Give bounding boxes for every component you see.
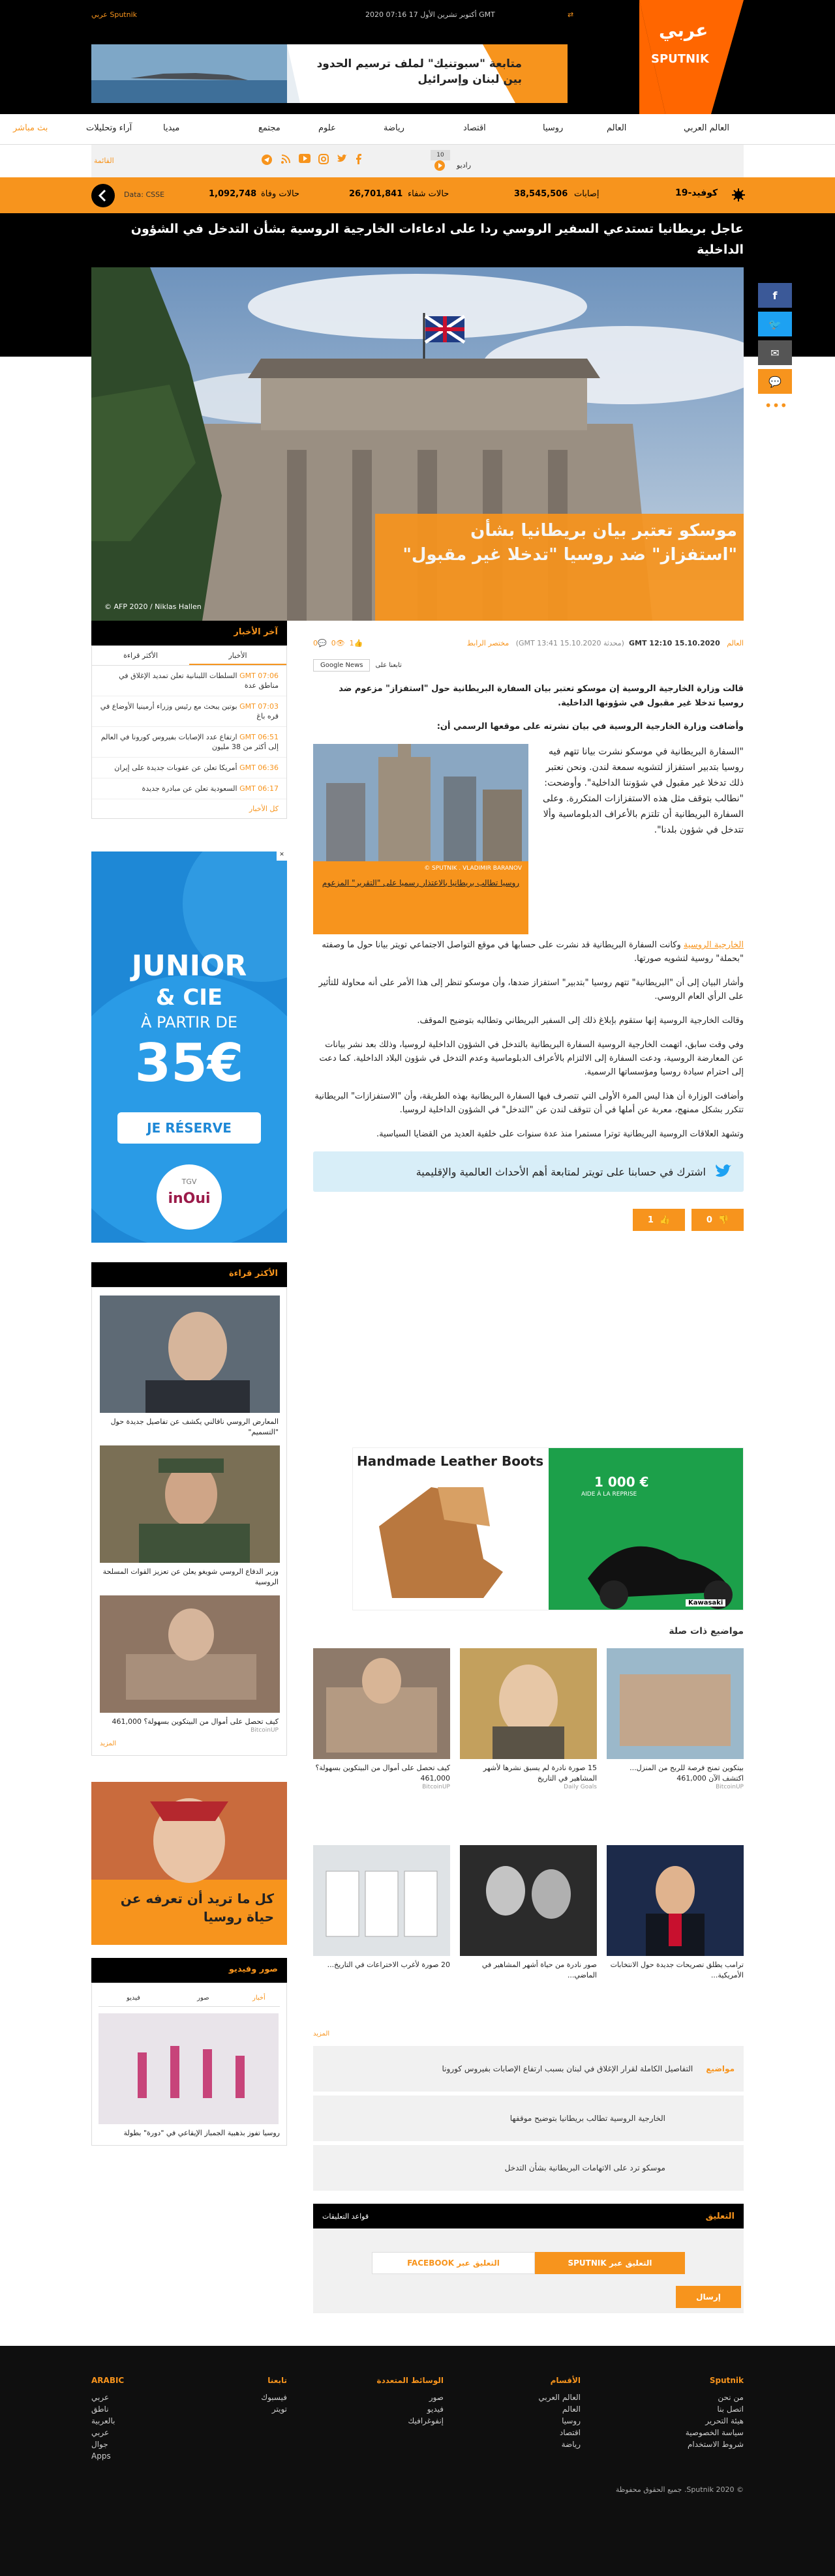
news-time: 07:06 GMT [239, 672, 279, 680]
vote-up-button[interactable]: 1 👍 [633, 1209, 685, 1231]
footer-col-multimedia [352, 2375, 444, 2427]
views-count: 0 [331, 639, 336, 647]
footer-copyright: © 2020 Sputnik. جميع الحقوق محفوظة [615, 2485, 744, 2494]
latest-news-title: آخر الأخبار [91, 621, 287, 645]
likes-count: 1 [349, 639, 354, 647]
latest-tabs [92, 646, 286, 666]
ticker-recovered-label: حالات شفاء [408, 189, 449, 199]
ticker-data-link[interactable]: Data: CSSE [124, 190, 165, 199]
menu-item-4[interactable]: رياضة [384, 123, 404, 133]
most-read-box [91, 1287, 287, 1756]
rss-icon[interactable] [281, 154, 291, 166]
menu-item-3[interactable]: اقتصاد [463, 123, 486, 133]
card-title: ترامب يطلق تصريحات جديدة حول الانتخابات الأمريكية... [610, 1961, 744, 1979]
recommended-card[interactable] [460, 1845, 597, 1981]
photo-tab-photos[interactable]: صور [197, 1994, 209, 2002]
footer-col-sections [502, 2375, 581, 2450]
ad-offer-price: 1 000 € [594, 1474, 649, 1490]
share-email-icon[interactable]: ✉ [758, 340, 792, 365]
most-read-title-text: وزير الدفاع الروسي شويغو يعلن عن تعزيز القوات المسلحة الروسية [102, 1567, 279, 1586]
ad-reserve-button[interactable]: JE RÉSERVE [117, 1112, 261, 1144]
comment-facebook-button[interactable]: FACEBOOK التعليق عبر [372, 2252, 535, 2274]
most-read-item[interactable] [100, 1295, 279, 1438]
article-body [313, 621, 744, 1231]
ad-close-icon[interactable]: ✕ [277, 851, 287, 861]
twitter-cta[interactable] [313, 1151, 744, 1192]
inset-title[interactable]: روسيا تطالب بريطانيا بالاعتذار رسميا على "التقرير" المزعوم [322, 878, 520, 887]
news-time: 06:36 GMT [239, 763, 279, 772]
comments-count: 0 [313, 639, 318, 647]
footer-col3-title: الوسائط المتعددة [376, 2376, 444, 2385]
card-title: 15 صورة نادرة لم يسبق نشرها لأشهر المشاهير في التاريخ [483, 1764, 597, 1783]
topics-block [313, 2046, 744, 2191]
footer-link[interactable]: روسيا [562, 2416, 581, 2425]
news-time: 07:03 GMT [239, 702, 279, 711]
footer-link[interactable]: ناطق [91, 2405, 109, 2414]
google-news-button[interactable]: Google News [313, 659, 370, 672]
card-source: Daily Goals [564, 1784, 597, 1790]
article-headline: عاجل بريطانيا تستدعي السفير الروسي ردا على ادعاءات الخارجية الروسية بشأن التدخل في الشؤون الداخلية [130, 222, 744, 257]
ad-text-junior: JUNIOR [131, 949, 247, 983]
photo-tab-video[interactable]: فيديو [126, 1994, 140, 2002]
news-item[interactable] [92, 778, 286, 799]
ticker-cases-label: إصابات [574, 189, 600, 199]
article-lead: قالت وزارة الخارجية الروسية إن موسكو تعتبر بيان السفارة البريطانية حول "استفزاز" مزعوم ضد روسيا تدخلا غير مقبول في شؤونها الداخلية. [339, 684, 744, 708]
photo-caption[interactable]: روسيا تفوز بذهبية الجمباز الإيقاعي في "دورة" بطولة [123, 2129, 280, 2137]
footer-link[interactable]: إنفوغرافيك [408, 2416, 444, 2425]
most-read-block [91, 1262, 287, 1756]
footer-link[interactable]: رياضة [561, 2440, 581, 2449]
recommended-title: مواضيع ذات صلة [669, 1626, 744, 1636]
share-bar [758, 283, 794, 413]
logo-arabic: عربي [659, 20, 708, 41]
ticker-cases-value: 38,545,506 [514, 189, 568, 199]
news-text: السلطات اللبنانية تعلن تمديد الإغلاق في مناطق عدة [119, 672, 279, 690]
news-time: 06:17 GMT [239, 784, 279, 793]
share-icon[interactable]: ⇄ [568, 10, 574, 19]
header-top-right[interactable]: عربي Sputnik [91, 10, 138, 19]
inset-caption: © SPUTNIK . VLADIMIR BARANOV [424, 865, 522, 872]
menu-item-0[interactable]: العالم العربي [684, 123, 730, 133]
article-para3: وقالت الخارجية الروسية إنها ستقوم بإبلاغ ذلك إلى السفير البريطاني وتطالبه بتوضيح الموقف. [417, 1016, 744, 1026]
photo-credit: © AFP 2020 / Niklas Hallen [104, 602, 202, 611]
card-source: BitcoinUP [422, 1784, 450, 1790]
radio-badge: 10 [431, 150, 450, 160]
social-icons-row [261, 154, 361, 166]
footer-link[interactable]: سياسة الخصوصية [685, 2428, 744, 2437]
google-news-row [313, 653, 744, 677]
article-updated: (محدثة 15.10.2020 13:41 GMT) [515, 639, 624, 647]
comments-header [313, 2204, 744, 2228]
comments-box [313, 2228, 744, 2313]
sputnik-logo[interactable] [639, 0, 744, 114]
send-button[interactable]: إرسال [676, 2286, 741, 2308]
article-meta [313, 621, 744, 653]
footer-col4-title: تابعنا [267, 2376, 287, 2385]
article-para6: وتشهد العلاقات الروسية البريطانية توترا مستمرا منذ عدة سنوات على خلفية العديد من القضايا السياسية. [376, 1129, 744, 1139]
virus-icon [732, 188, 745, 201]
footer-link[interactable]: جوال [91, 2440, 108, 2449]
footer-col2-title: الأقسام [550, 2376, 581, 2385]
footer-col5-title: ARABIC [91, 2376, 125, 2385]
card-title: صور نادرة من حياة أشهر المشاهير في الماضي... [481, 1961, 597, 1979]
footer-link[interactable]: عربي [91, 2393, 110, 2402]
menu-item-6[interactable]: مجتمع [258, 123, 281, 133]
menu-item-2[interactable]: روسيا [543, 123, 564, 133]
youtube-icon[interactable] [299, 154, 311, 166]
header-time: 2020 أكتوبر تشرين الأول 17 07:16 GMT [365, 10, 495, 19]
topic-row[interactable] [313, 2145, 744, 2191]
topic-text: الخارجية الروسية تطالب بريطانيا بتوضيح موقفها [509, 2114, 665, 2123]
telegram-icon[interactable] [261, 154, 273, 166]
most-read-title-text: المعارض الروسي نافالني يكشف عن تفاصيل جديدة حول "التسميم" [110, 1417, 279, 1436]
google-news-label: تابعنا على [375, 661, 402, 669]
footer-col-follow [222, 2375, 287, 2415]
hero-caption: موسكو تعتبر بيان بريطانيا بشأن "استفزاز" ضد روسيا "تدخلا غير مقبول" [402, 521, 737, 565]
footer-link[interactable]: بالعربية [91, 2416, 115, 2425]
comments-icon: 💬 [318, 639, 327, 647]
tab-most-read[interactable]: الأكثر قراءة [123, 651, 158, 660]
footer-link[interactable]: عربي [91, 2428, 110, 2437]
russia-promo-text: كل ما تريد أن تعرفه عن حياة روسيا [120, 1891, 274, 1925]
article-subhead: وأضافت وزارة الخارجية الروسية في بيان نشرته على موقعها الرسمي أن: [436, 722, 744, 732]
topic-text: التفاصيل الكاملة لقرار الإغلاق في لبنان بسبب ارتفاع الإصابات بفيروس كورونا [442, 2064, 693, 2073]
footer-link[interactable]: اتصل بنا [717, 2405, 744, 2414]
views-icon: 👁 [335, 639, 345, 647]
ad-kawasaki: Kawasaki [686, 1599, 725, 1606]
instagram-icon[interactable] [318, 154, 329, 166]
comments-rules[interactable]: قواعد التعليقات [322, 2212, 369, 2221]
article-para2: وأشار البيان إلى أن "البريطانية" تتهم روسيا "بتدبير" استفزاز ضدها، وأن موسكو تنظر إلى هذا الأمر على أنه محاولة للتأثير على الرأي العام الروسي. [318, 978, 744, 1001]
footer-col-arabic [91, 2375, 157, 2462]
recommended-card[interactable] [607, 1648, 744, 1790]
ticker-deaths-label: حالات وفاة [261, 189, 300, 199]
twitter-cta-text: اشترك في حسابنا على تويتر لمتابعة أهم الأحداث العالمية والإقليمية [416, 1165, 706, 1178]
footer-link[interactable]: تويتر [271, 2405, 287, 2414]
footer-link[interactable]: فيديو [427, 2405, 444, 2414]
topic-text: موسكو ترد على الاتهامات البريطانية بشأن التدخل [504, 2163, 665, 2172]
logo-brand: SPUTNIK [651, 52, 709, 66]
radio-label[interactable]: راديو [457, 161, 472, 170]
ad-price: 35€ [134, 1033, 244, 1093]
topics-header: مواضيع [706, 2064, 735, 2073]
all-news-link[interactable]: كل الأخبار [249, 805, 279, 813]
menu-item-7[interactable]: ميديا [163, 123, 180, 133]
most-read-source: BitcoinUP [250, 1727, 279, 1734]
card-title: 20 صورة لأغرب الاختراعات في التاريخ... [327, 1961, 450, 1969]
likes-icon: 👍 [354, 639, 363, 647]
ticker-recovered-value: 26,701,841 [349, 189, 403, 199]
footer-col-sputnik [652, 2375, 744, 2450]
short-link[interactable]: مختصر الرابط [466, 639, 509, 647]
footer-link[interactable]: صور [429, 2393, 444, 2402]
main-menu [0, 114, 835, 145]
recommended-card[interactable] [460, 1648, 597, 1790]
ad-brand-inoui: inOui [168, 1191, 211, 1207]
radio-play-icon[interactable] [434, 160, 445, 171]
share-twitter-icon[interactable]: 🐦 [758, 312, 792, 336]
vote-down-button[interactable]: 0 👎 [691, 1209, 744, 1231]
facebook-icon[interactable] [355, 154, 361, 166]
header-top-strip [91, 8, 705, 21]
article-quote: "السفارة البريطانية في موسكو نشرت بيانا تتهم فيه روسيا بتدبير استفزاز لتشويه سمعة لندن. ونحن نعتبر ذلك تدخلا غير مقبول في شؤوننا الداخلية". وأوضحت: "نطالب بتوقف مثل هذه الاستفزازات المتكررة. وعلى السفارة البريطانية أن تلتزم بالأعراف الدبلوماسية وألا تتدخل في شؤون بلدنا". [543, 747, 744, 835]
footer-link[interactable]: Apps [91, 2451, 111, 2461]
most-read-item[interactable] [100, 1445, 279, 1588]
footer-link[interactable]: فيسبوك [261, 2393, 287, 2402]
news-item[interactable] [92, 696, 286, 727]
footer-link[interactable]: شروط الاستخدام [687, 2440, 744, 2449]
photo-box [91, 1983, 287, 2146]
footer-link[interactable]: هيئة التحرير [705, 2416, 744, 2425]
russia-promo[interactable] [91, 1782, 287, 1945]
article-counters [313, 639, 363, 647]
menu-item-5[interactable]: علوم [318, 123, 336, 133]
para1-text: وكانت السفارة البريطانية قد نشرت على حسابها في موقع التواصل الاجتماعي تويتر بيانا حول ما وصفته "بحملة" روسية لتشويه صورتها. [322, 940, 744, 964]
ticker-label: 19-كوفيد [675, 188, 718, 198]
news-item[interactable] [92, 666, 286, 696]
most-read-more[interactable]: المزيد [100, 1740, 117, 1747]
comments-title: التعليق [705, 2211, 735, 2221]
ad-brand-tgv: TGV [181, 1177, 197, 1186]
photo-block-title: صور وفيديو [91, 1958, 287, 1983]
gymnastics-photo [99, 2013, 279, 2124]
ad-boots-title: Handmade Leather Boots [357, 1453, 544, 1469]
footer-link[interactable]: اقتصاد [559, 2428, 581, 2437]
comment-sputnik-button[interactable]: SPUTNIK التعليق عبر [535, 2252, 685, 2274]
photo-block [91, 1958, 287, 2146]
ad-text-cie: & CIE [155, 985, 223, 1011]
news-item[interactable] [92, 727, 286, 758]
footer-link[interactable]: من نحن [718, 2393, 744, 2402]
menu-item-1[interactable]: العالم [607, 123, 627, 133]
recommended-card[interactable] [607, 1845, 744, 1981]
ticker-deaths-value: 1,092,748 [209, 189, 257, 199]
footer-link[interactable]: العالم [562, 2405, 581, 2414]
sidebar-ad[interactable] [91, 851, 287, 1243]
para1-link[interactable]: الخارجية الروسية [683, 940, 744, 950]
ad-text-from: À PARTIR DE [140, 1013, 238, 1031]
recommended-more[interactable]: المزيد [313, 2030, 330, 2037]
share-facebook-icon[interactable]: f [758, 283, 792, 308]
news-text: أمريكا تعلن عن عقوبات جديدة على إيران [114, 763, 237, 772]
article-para1 [313, 938, 744, 966]
sub-menu-link[interactable]: القائمة [94, 156, 114, 165]
sidebar [91, 621, 287, 2146]
article-para5: وأضافت الوزارة أن هذا ليس المرة الأولى التي تتصرف فيها السفارة البريطانية بهذه الطريقة، وأن "الاستفزازات" البريطانية تتكرر بشكل ممنهج، معربة عن أملها في أن تتوقف لندن عن "التدخل" في الشؤون الداخلية لروسيا. [314, 1091, 744, 1115]
article-category[interactable]: العالم [727, 639, 744, 647]
ad-offer-text: AIDE À LA REPRISE [581, 1491, 637, 1498]
recommended-card[interactable] [313, 1845, 450, 1970]
news-text: بوتين يبحث مع رئيس وزراء أرمينيا الأوضاع في قره باغ [100, 702, 279, 720]
hero-caption-box [375, 514, 744, 621]
news-item[interactable] [92, 758, 286, 778]
most-read-title: الأكثر قراءة [91, 1262, 287, 1287]
most-read-item[interactable] [100, 1595, 279, 1734]
article-published: 15.10.2020 12:10 GMT [628, 639, 720, 647]
card-title: بيتكوين تمنح فرصة للربح من المنزل... اكتشف الآن 461,000 [630, 1764, 744, 1783]
recommended-ad[interactable] [352, 1447, 744, 1610]
header-banner[interactable] [91, 44, 568, 103]
menu-item-8[interactable]: آراء وتحليلات [86, 123, 132, 133]
recommended-card[interactable] [313, 1648, 450, 1790]
share-comment-icon[interactable]: 💬 [758, 369, 792, 394]
topic-row[interactable] [313, 2046, 744, 2092]
footer-link[interactable]: العالم العربي [538, 2393, 581, 2402]
card-source: BitcoinUP [716, 1784, 744, 1790]
topic-row[interactable] [313, 2095, 744, 2141]
news-text: السعودية تعلن عن مبادرة جديدة [142, 784, 237, 793]
article-para4: وفي وقت سابق، اتهمت الخارجية الروسية السفارة البريطانية بالتدخل في الشؤون الداخلية لروسيا، وذلك بعد نشر بيانات عن المعارضة الروسية، ودعت السفارة إلى الالتزام بالأعراف الدبلوماسية وعدم التدخل في شؤون البلاد الداخلية. كما دعت إلى احترام سيادة روسيا ومؤسساتها الرسمية. [319, 1040, 744, 1077]
twitter-bird-icon [715, 1164, 732, 1179]
footer-col1-title: Sputnik [709, 2376, 744, 2385]
share-more-icon[interactable]: ••• [764, 398, 788, 413]
most-read-title-text: كيف تحصل على أموال من البيتكوين بسهولة؟ 461,000 [112, 1717, 279, 1726]
photo-tab-news[interactable]: أخبار [252, 1994, 266, 2002]
tab-news[interactable]: الأخبار [189, 646, 286, 665]
card-title: كيف تحصل على أموال من البيتكوين بسهولة؟ 461,000 [315, 1764, 450, 1783]
twitter-icon[interactable] [337, 154, 347, 166]
news-time: 06:51 GMT [239, 733, 279, 741]
banner-text: متابعة "سبوتنيك" لملف ترسيم الحدود بين لبنان وإسرائيل [316, 57, 522, 86]
covid-ticker [0, 177, 835, 213]
menu-item-9[interactable]: بث مباشر [13, 123, 48, 133]
sub-bar [91, 145, 744, 177]
related-inset[interactable] [313, 744, 528, 934]
ticker-prev-icon[interactable] [91, 184, 115, 207]
news-text: ارتفاع عدد الإصابات بفيروس كورونا في العالم إلى أكثر من 38 مليون [100, 733, 279, 751]
latest-news-box [91, 645, 287, 819]
